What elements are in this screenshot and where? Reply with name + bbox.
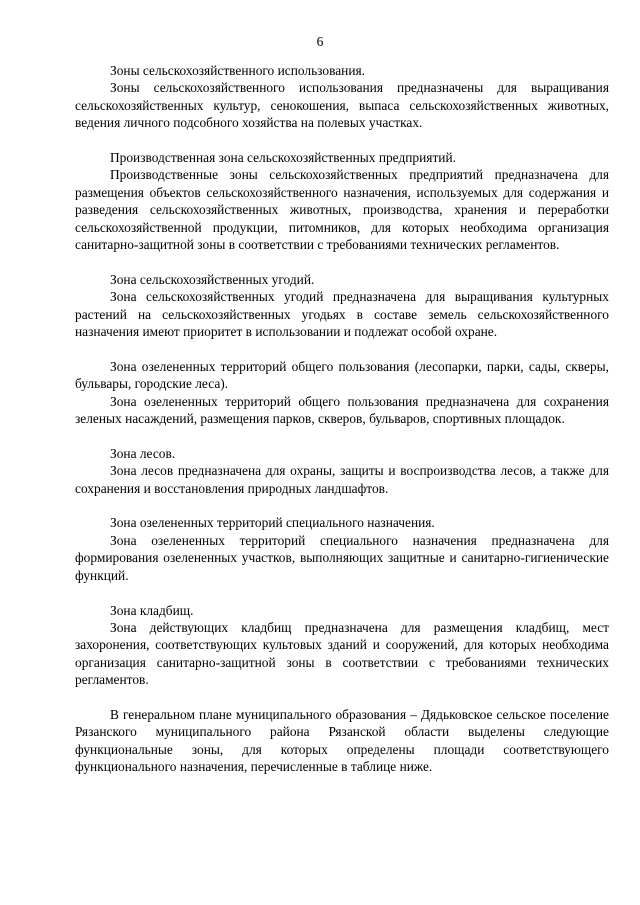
page-number: 6: [316, 34, 324, 49]
section-heading: Зона кладбищ.: [110, 602, 194, 618]
section-heading: Зона озелененных территорий общего пользования (лесопарки, парки, сады, скверы, бульвары, городские леса).: [75, 358, 609, 392]
section-agricultural-use: [75, 62, 609, 132]
section-text: Зоны сельскохозяйственного использования предназначены для выращивания сельскохозяйственных культур, сенокошения, выпаса сельскохозяйственных животных, ведения личного подсобного хозяйства на полевых участках.: [75, 80, 609, 131]
section-cemeteries: [75, 602, 609, 689]
section-text: Зона озелененных территорий общего пользования предназначена для сохранения зеленых насаждений, размещения парков, скверов, бульваров, спортивных площадок.: [75, 393, 609, 427]
section-forests: [75, 445, 609, 497]
section-closing: [75, 706, 609, 776]
section-heading: Зона озелененных территорий специального назначения.: [110, 515, 435, 531]
section-heading: Зоны сельскохозяйственного использования.: [110, 63, 366, 78]
section-heading: Зона лесов.: [110, 445, 176, 461]
section-text: Зона действующих кладбищ предназначена для размещения кладбищ, мест захоронения, соответствующих культовых зданий и сооружений, для которых необходима организация санитарно-защитной зоны в соответствии с требованиями технических регламентов.: [75, 619, 609, 688]
section-heading: Зона сельскохозяйственных угодий.: [110, 271, 315, 287]
section-special-green-areas: [75, 514, 609, 584]
section-text: Производственные зоны сельскохозяйственных предприятий предназначена для размещения объектов сельскохозяйственного назначения, используемых для содержания и разведения сельскохозяйственных животных, производства, хранения и переработки сельскохозяйственной продукции, питомников, для которых необходима организация санитарно-защитной зоны в соответствии с требованиями технических регламентов.: [75, 167, 609, 253]
section-heading: Производственная зона сельскохозяйственных предприятий.: [110, 150, 456, 166]
section-text: Зона лесов предназначена для охраны, защиты и воспроизводства лесов, а также для сохранения и восстановления природных ландшафтов.: [75, 463, 609, 496]
section-agricultural-enterprises: [75, 149, 609, 253]
closing-paragraph: В генеральном плане муниципального образования – Дядьковское сельское поселение Рязанского муниципального района Рязанской области выделены следующие функциональные зоны, для которых определены площади соответствующего функционального назначения, перечисленные в таблице ниже.: [75, 706, 609, 775]
section-text: Зона сельскохозяйственных угодий предназначена для выращивания культурных растений на сельскохозяйственных угодьях в составе земель сельскохозяйственного назначения имеют приоритет в использовании и подлежат особой охране.: [75, 289, 609, 340]
section-public-green-areas: [75, 358, 609, 428]
document-body: [75, 62, 609, 793]
section-text: Зона озелененных территорий специального назначения предназначена для формирования озелененных участков, выполняющих защитные и санитарно-гигиенические функций.: [75, 532, 609, 583]
section-agricultural-lands: [75, 271, 609, 341]
